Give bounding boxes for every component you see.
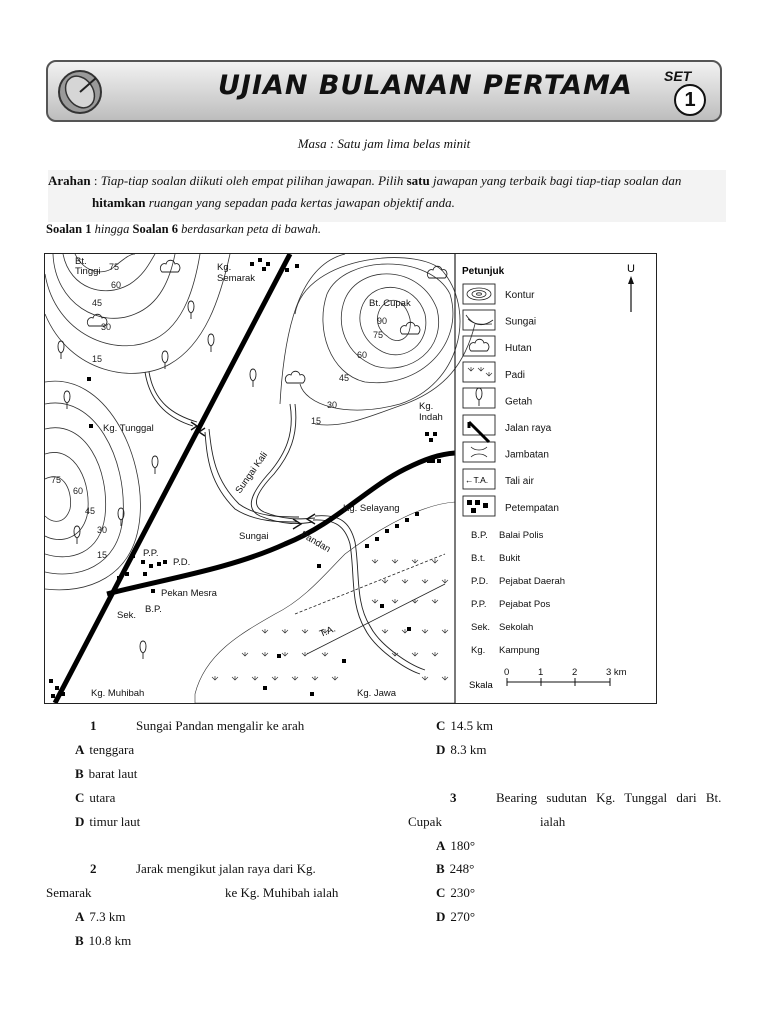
scale-tick-label: 0 xyxy=(504,667,510,678)
settlement-symbol-icon xyxy=(467,500,488,513)
label-pekan-mesra: Pekan Mesra xyxy=(161,588,217,599)
label-kg-tunggal: Kg. Tunggal xyxy=(103,423,154,434)
svg-text:Petunjuk: Petunjuk xyxy=(462,266,505,277)
label-sek: Sek. xyxy=(117,610,137,621)
legend-abbr-name: Sekolah xyxy=(499,622,534,633)
scale-tick-label: 2 xyxy=(572,667,578,678)
legend-item-label: Petempatan xyxy=(505,502,559,514)
answer-option[interactable]: C 14.5 km xyxy=(436,718,494,733)
question-3-text: Bearing sudutan Kg. Tunggal dari Bt. xyxy=(496,790,722,805)
legend-abbr-name: Balai Polis xyxy=(499,530,544,541)
legend-item-label: Hutan xyxy=(505,343,532,355)
label-pp: P.P. xyxy=(143,548,159,559)
answer-option[interactable]: A tenggara xyxy=(75,742,135,757)
irrigation-symbol-icon: ←T.A. xyxy=(465,475,489,485)
label-sungai: Sungai xyxy=(239,531,269,542)
legend-item-label: Jalan raya xyxy=(505,423,552,434)
forest-symbols xyxy=(87,260,447,383)
legend-abbr-code: B.P. xyxy=(471,530,488,541)
set-number: 1 xyxy=(674,84,706,116)
answer-option[interactable]: C 230° xyxy=(436,885,476,900)
legend-item-label: Padi xyxy=(505,369,526,381)
label-kg-selayang: Kg. Selayang xyxy=(343,503,400,514)
road-symbol-icon xyxy=(469,422,489,442)
contour-label: 45 xyxy=(92,298,103,308)
contour-label: 30 xyxy=(97,525,108,535)
legend-abbr-code: P.P. xyxy=(471,599,487,610)
question-3-text: ialah xyxy=(540,814,566,829)
contour-label: 30 xyxy=(327,400,338,410)
topographic-map xyxy=(44,253,657,704)
contour-symbol-icon xyxy=(467,288,491,300)
rivers xyxy=(145,372,425,674)
answer-option[interactable]: B barat laut xyxy=(75,766,138,781)
label-bt-tinggi: Tinggi xyxy=(75,266,101,277)
contour-label: 75 xyxy=(109,262,120,272)
contour-label: 60 xyxy=(111,280,122,290)
contour-label: 75 xyxy=(373,330,384,340)
label-bt-cupak: Bt. Cupak xyxy=(369,298,411,309)
legend-abbr-code: B.t. xyxy=(471,553,486,564)
contour-label: 45 xyxy=(85,506,96,516)
scale-tick-label: 3 km xyxy=(606,667,627,678)
bridge-symbol-icon xyxy=(471,447,487,450)
question-2-number: 2 xyxy=(90,861,97,876)
contour-label: 75 xyxy=(51,475,62,485)
legend-item-label: Tali air xyxy=(505,476,534,488)
answer-option[interactable]: A 7.3 km xyxy=(75,909,126,924)
questions-intro: Soalan 1 hingga Soalan 6 berdasarkan peta di bawah. xyxy=(46,222,321,236)
answer-option[interactable]: A 180° xyxy=(436,838,476,853)
question-2-text: ke Kg. Muhibah ialah xyxy=(225,885,339,900)
label-pd: P.D. xyxy=(173,557,191,568)
question-1-text: Sungai Pandan mengalir ke arah xyxy=(136,718,305,733)
legend-abbr-code: P.D. xyxy=(471,576,489,587)
label-kg-jawa: Kg. Jawa xyxy=(357,688,397,699)
label-bt-tinggi: Bt. xyxy=(75,256,87,267)
instructions: Arahan : Tiap-tiap soalan diikuti oleh empat pilihan jawapan. Pilih satu jawapan yang terbaik bagi tiap-tiap soalan dan hitamkan ruangan yang sepadan pada kertas jawapan objektif anda. xyxy=(48,170,726,222)
map-legend xyxy=(455,254,635,703)
forest-symbol-icon xyxy=(469,339,489,351)
question-1-number: 1 xyxy=(90,718,97,733)
answer-option[interactable]: D 8.3 km xyxy=(436,742,487,757)
question-2-text: Jarak mengikut jalan raya dari Kg. xyxy=(136,861,316,876)
label-kg-semarak: Kg. xyxy=(217,262,232,273)
label-sungai-kali: Sungai Kali xyxy=(233,450,271,496)
header-banner xyxy=(46,60,722,122)
legend-item-label: Jambatan xyxy=(505,449,549,461)
rubber-tree-symbol-icon xyxy=(476,388,482,406)
set-badge: SET 1 xyxy=(662,68,712,114)
river-symbol-icon xyxy=(466,315,493,325)
legend-abbr-name: Pejabat Daerah xyxy=(499,576,566,587)
answer-option[interactable]: D timur laut xyxy=(75,814,141,829)
question-3-text: Cupak xyxy=(408,814,442,829)
time-allowed: Masa : Satu jam lima belas minit xyxy=(297,136,471,151)
contour-label: 90 xyxy=(377,316,388,326)
contour-label: 15 xyxy=(92,354,103,364)
answer-option[interactable]: B 10.8 km xyxy=(75,933,132,948)
legend-abbr-code: Kg. xyxy=(471,645,486,656)
main-roads xyxy=(55,254,455,703)
scale-label: Skala xyxy=(469,680,493,691)
legend-item-label: Sungai xyxy=(505,316,537,328)
contour-label: 30 xyxy=(101,322,112,332)
answer-option[interactable]: B 248° xyxy=(436,861,475,876)
north-label: U xyxy=(627,263,635,275)
satellite-dish-icon xyxy=(54,66,108,116)
contour-label: 60 xyxy=(73,486,84,496)
label-pandan: Pandan xyxy=(298,529,333,555)
label-bp: B.P. xyxy=(145,604,162,615)
legend-abbr-name: Bukit xyxy=(499,553,521,564)
contour-label: 60 xyxy=(357,350,368,360)
label-kg-indah: Indah xyxy=(419,412,443,423)
legend-abbr-name: Kampung xyxy=(499,645,540,656)
label-kg-semarak: Semarak xyxy=(217,273,256,284)
question-2-text: Semarak xyxy=(46,885,92,900)
answer-option[interactable]: C utara xyxy=(75,790,116,805)
legend-abbr-code: Sek. xyxy=(471,622,491,633)
question-3-number: 3 xyxy=(450,790,457,805)
label-kg-indah: Kg. xyxy=(419,401,434,412)
page-title: UJIAN BULANAN PERTAMA xyxy=(218,70,633,101)
contour-label: 45 xyxy=(339,373,350,383)
scale-tick-label: 1 xyxy=(538,667,544,678)
scale-bar xyxy=(507,678,610,686)
legend-item-label: Kontur xyxy=(505,290,535,301)
answer-option[interactable]: D 270° xyxy=(436,909,476,924)
label-kg-muhibah: Kg. Muhibah xyxy=(91,688,145,699)
contour-label: 15 xyxy=(311,416,322,426)
label-ta: T.A. xyxy=(318,623,338,640)
legend-item-label: Getah xyxy=(505,396,533,408)
contour-label: 15 xyxy=(97,550,108,560)
north-arrow-icon xyxy=(628,276,634,312)
padi-field xyxy=(212,559,448,680)
legend-abbr-name: Pejabat Pos xyxy=(499,599,551,610)
